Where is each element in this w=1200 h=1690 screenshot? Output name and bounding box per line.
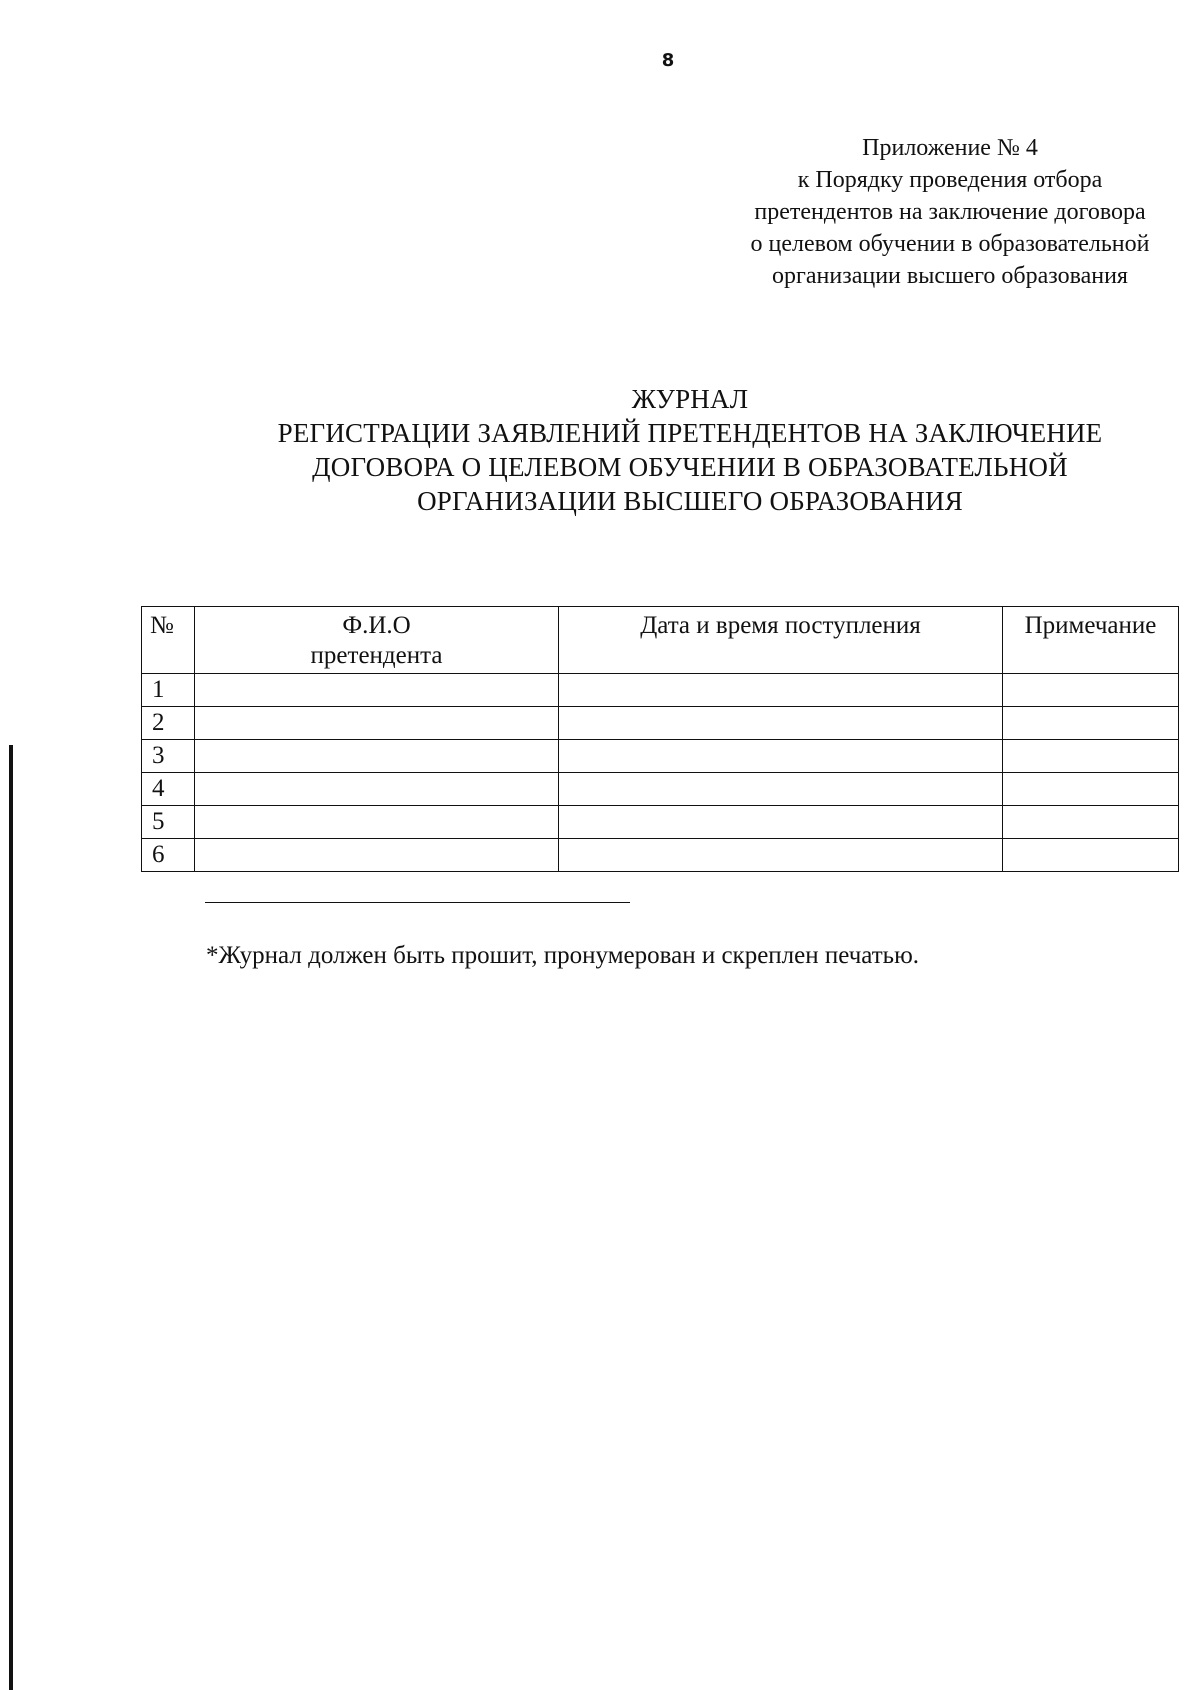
row-datetime-cell xyxy=(559,674,1003,707)
footnote-divider xyxy=(205,902,630,903)
row-datetime-cell xyxy=(559,806,1003,839)
row-number: 1 xyxy=(142,674,195,707)
appendix-line: к Порядку проведения отбора xyxy=(797,167,1103,193)
table-row xyxy=(142,839,1179,872)
row-datetime-cell xyxy=(559,740,1003,773)
row-number: 5 xyxy=(142,806,195,839)
appendix-line: Приложение № 4 xyxy=(862,135,1038,161)
row-note-cell xyxy=(1003,773,1179,806)
header-number: № xyxy=(142,607,195,674)
journal-title-line: ЖУРНАЛ xyxy=(631,384,749,414)
table-row xyxy=(142,674,1179,707)
header-name xyxy=(195,607,559,674)
row-name-cell xyxy=(195,707,559,740)
appendix-line: организации высшего образования xyxy=(772,263,1128,289)
row-number: 3 xyxy=(142,740,195,773)
journal-title-line: ОРГАНИЗАЦИИ ВЫСШЕГО ОБРАЗОВАНИЯ xyxy=(417,486,963,516)
appendix-line: претендентов на заключение договора xyxy=(754,199,1146,225)
appendix-heading xyxy=(720,132,1180,292)
row-note-cell xyxy=(1003,740,1179,773)
header-note: Примечание xyxy=(1003,607,1179,674)
journal-title-line: РЕГИСТРАЦИИ ЗАЯВЛЕНИЙ ПРЕТЕНДЕНТОВ НА ЗАКЛЮЧЕНИЕ xyxy=(277,418,1103,448)
scan-binding-edge xyxy=(9,745,13,1690)
journal-title xyxy=(240,382,1140,518)
table-row xyxy=(142,806,1179,839)
appendix-line: о целевом обучении в образовательной xyxy=(750,231,1150,257)
row-name-cell xyxy=(195,674,559,707)
table-row xyxy=(142,773,1179,806)
registration-table xyxy=(141,606,1179,872)
table-header-row xyxy=(142,607,1179,674)
journal-title-line: ДОГОВОРА О ЦЕЛЕВОМ ОБУЧЕНИИ В ОБРАЗОВАТЕЛЬНОЙ xyxy=(312,452,1068,482)
table-row xyxy=(142,707,1179,740)
row-number: 2 xyxy=(142,707,195,740)
footnote: *Журнал должен быть прошит, пронумерован и скреплен печатью. xyxy=(206,942,920,969)
page-number: 8 xyxy=(661,50,675,71)
table-row xyxy=(142,740,1179,773)
header-name-line2: претендента xyxy=(310,642,443,669)
row-number: 4 xyxy=(142,773,195,806)
header-datetime: Дата и время поступления xyxy=(559,607,1003,674)
row-datetime-cell xyxy=(559,839,1003,872)
row-name-cell xyxy=(195,740,559,773)
row-note-cell xyxy=(1003,707,1179,740)
row-datetime-cell xyxy=(559,773,1003,806)
row-name-cell xyxy=(195,806,559,839)
row-number: 6 xyxy=(142,839,195,872)
row-note-cell xyxy=(1003,839,1179,872)
row-note-cell xyxy=(1003,674,1179,707)
row-name-cell xyxy=(195,839,559,872)
row-note-cell xyxy=(1003,806,1179,839)
row-name-cell xyxy=(195,773,559,806)
row-datetime-cell xyxy=(559,707,1003,740)
header-name-line1: Ф.И.О xyxy=(342,612,411,639)
